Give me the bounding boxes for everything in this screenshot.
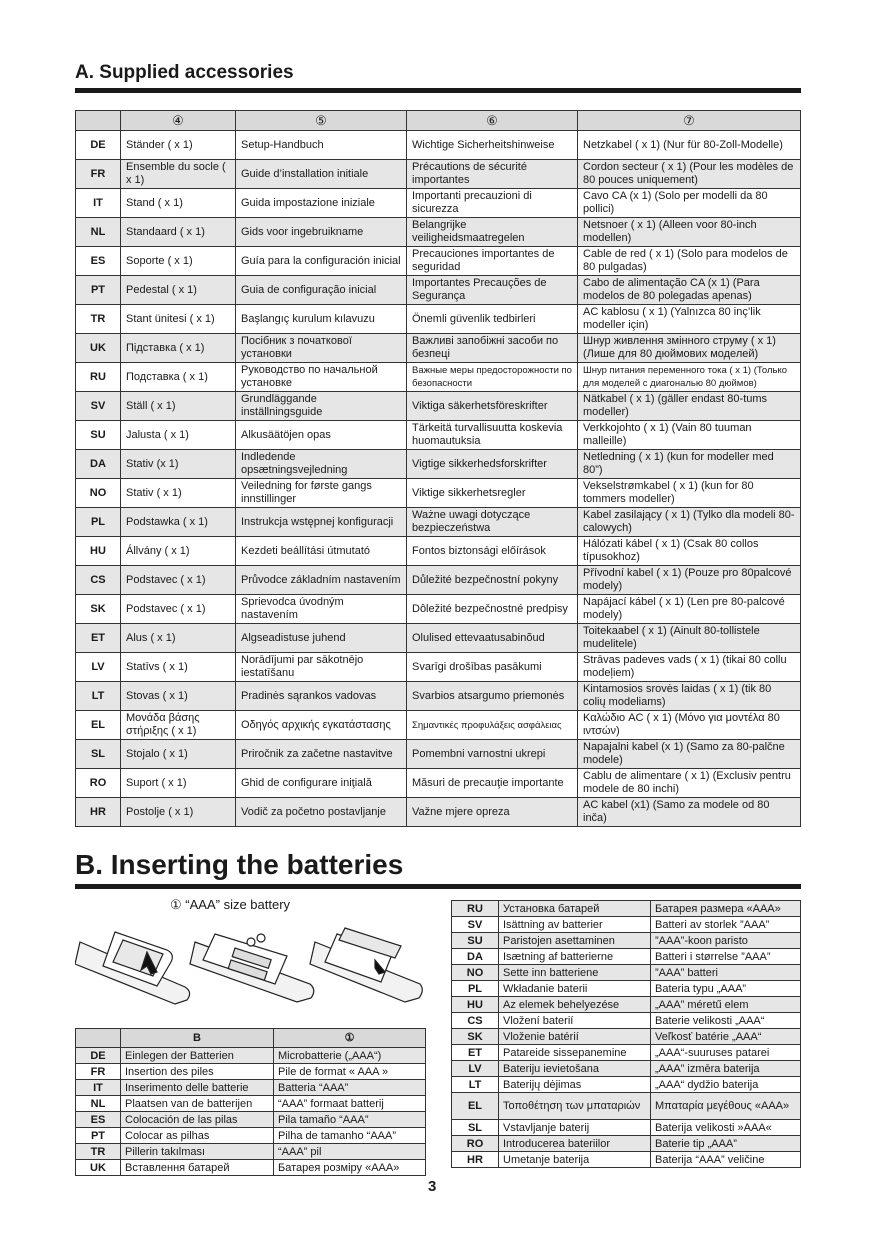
- ac-cord-cell: AC kabel (x1) (Samo za modele od 80 inča): [578, 798, 801, 827]
- batteries-right-body: [452, 901, 801, 1168]
- section-a-title: A. Supplied accessories: [75, 62, 294, 83]
- language-code: NO: [452, 965, 499, 981]
- accessories-row-sv: [76, 392, 801, 421]
- battery-size-cell: Batteri av storlek ”AAA”: [651, 917, 801, 933]
- battery-size-cell: Baterija velikosti »AAA«: [651, 1120, 801, 1136]
- battery-size-cell: Baterie tip „AAA”: [651, 1136, 801, 1152]
- inserting-batteries-cell: Insertion des piles: [121, 1064, 274, 1080]
- inserting-batteries-cell: Colocar as pilhas: [121, 1128, 274, 1144]
- batteries-right-row-lt: [452, 1077, 801, 1093]
- inserting-batteries-cell: Vloženie batérií: [499, 1029, 651, 1045]
- accessories-row-lv: [76, 653, 801, 682]
- batteries-right-row-et: [452, 1045, 801, 1061]
- battery-size-cell: „AAA” izmēra baterija: [651, 1061, 801, 1077]
- ac-cord-cell: Cavo CA (x 1) (Solo per modelli da 80 pollici): [578, 189, 801, 218]
- inserting-batteries-cell: Colocación de las pilas: [121, 1112, 274, 1128]
- language-code: ET: [76, 624, 121, 653]
- accessories-row-es: [76, 247, 801, 276]
- setup-guide-cell: Kezdeti beállítási útmutató: [236, 537, 407, 566]
- setup-guide-cell: Başlangıç kurulum kılavuzu: [236, 305, 407, 334]
- batteries-left-row-fr: [76, 1064, 426, 1080]
- ac-cord-cell: Verkkojohto ( x 1) (Vain 80 tuuman malleille): [578, 421, 801, 450]
- language-code: LT: [76, 682, 121, 711]
- language-code: UK: [76, 334, 121, 363]
- battery-size-cell: Batteria “AAA”: [274, 1080, 426, 1096]
- inserting-batteries-cell: Inserimento delle batterie: [121, 1080, 274, 1096]
- safety-precautions-cell: Pomembni varnostni ukrepi: [407, 740, 578, 769]
- stand-cell: Podstavec ( x 1): [121, 566, 236, 595]
- accessories-row-sk: [76, 595, 801, 624]
- accessories-row-hr: [76, 798, 801, 827]
- batteries-left-row-de: [76, 1048, 426, 1064]
- stand-cell: Підставка ( x 1): [121, 334, 236, 363]
- accessories-row-tr: [76, 305, 801, 334]
- safety-precautions-cell: Svarīgi drošības pasākumi: [407, 653, 578, 682]
- batteries-left-row-es: [76, 1112, 426, 1128]
- accessories-row-de: [76, 131, 801, 160]
- batteries-left-header-1: ①: [274, 1029, 426, 1048]
- battery-size-cell: Батарея размера «AAA»: [651, 901, 801, 917]
- ac-cord-cell: Шнур живлення змінного струму ( x 1) (Лише для 80 дюймових моделей): [578, 334, 801, 363]
- ac-cord-cell: Vekselstrømkabel ( x 1) (kun for 80 tommers modeller): [578, 479, 801, 508]
- accessories-row-no: [76, 479, 801, 508]
- batteries-left-header-b: B: [121, 1029, 274, 1048]
- batteries-right-row-pl: [452, 981, 801, 997]
- batteries-left-header-lang: [76, 1029, 121, 1048]
- language-code: SV: [452, 917, 499, 933]
- accessories-table: [75, 110, 801, 827]
- batteries-left-row-pt: [76, 1128, 426, 1144]
- section-a-rule: [75, 88, 801, 93]
- inserting-batteries-cell: Установка батарей: [499, 901, 651, 917]
- stand-cell: Soporte ( x 1): [121, 247, 236, 276]
- language-code: CS: [452, 1013, 499, 1029]
- language-code: CS: [76, 566, 121, 595]
- accessories-header-lang: [76, 111, 121, 131]
- safety-precautions-cell: Viktiga säkerhetsföreskrifter: [407, 392, 578, 421]
- batteries-left-row-it: [76, 1080, 426, 1096]
- setup-guide-cell: Algseadistuse juhend: [236, 624, 407, 653]
- battery-size-cell: „AAA“-suuruses patarei: [651, 1045, 801, 1061]
- setup-guide-cell: Guide d’installation initiale: [236, 160, 407, 189]
- inserting-batteries-cell: Umetanje baterija: [499, 1152, 651, 1168]
- stand-cell: Ensemble du socle ( x 1): [121, 160, 236, 189]
- language-code: ES: [76, 247, 121, 276]
- language-code: EL: [452, 1093, 499, 1120]
- inserting-batteries-cell: Paristojen asettaminen: [499, 933, 651, 949]
- language-code: LV: [76, 653, 121, 682]
- stand-cell: Jalusta ( x 1): [121, 421, 236, 450]
- stand-cell: Statīvs ( x 1): [121, 653, 236, 682]
- ac-cord-cell: Cable de red ( x 1) (Solo para modelos de 80 pulgadas): [578, 247, 801, 276]
- accessories-row-uk: [76, 334, 801, 363]
- safety-precautions-cell: Важливі запобіжні засоби по безпеці: [407, 334, 578, 363]
- stand-cell: Podstawka ( x 1): [121, 508, 236, 537]
- battery-size-cell: Baterija “AAA” veličine: [651, 1152, 801, 1168]
- language-code: UK: [76, 1160, 121, 1176]
- language-code: NO: [76, 479, 121, 508]
- battery-size-cell: „AAA“ dydžio baterija: [651, 1077, 801, 1093]
- setup-guide-cell: Οδηγός αρχικής εγκατάστασης: [236, 711, 407, 740]
- batteries-left-body: [76, 1048, 426, 1176]
- setup-guide-cell: Instrukcja wstępnej konfiguracji: [236, 508, 407, 537]
- setup-guide-cell: Gids voor ingebruikname: [236, 218, 407, 247]
- safety-precautions-cell: Önemli güvenlik tedbirleri: [407, 305, 578, 334]
- accessories-row-cs: [76, 566, 801, 595]
- safety-precautions-cell: Vigtige sikkerhedsforskrifter: [407, 450, 578, 479]
- battery-size-cell: Μπαταρία μεγέθους «ΑΑΑ»: [651, 1093, 801, 1120]
- language-code: PT: [76, 276, 121, 305]
- language-code: HU: [76, 537, 121, 566]
- battery-size-cell: Pilha de tamanho “AAA”: [274, 1128, 426, 1144]
- safety-precautions-cell: Ważne uwagi dotyczące bezpieczeństwa: [407, 508, 578, 537]
- batteries-right-row-hr: [452, 1152, 801, 1168]
- battery-size-cell: “AAA” formaat batterij: [274, 1096, 426, 1112]
- language-code: FR: [76, 160, 121, 189]
- batteries-right-row-no: [452, 965, 801, 981]
- setup-guide-cell: Посібник з початкової установки: [236, 334, 407, 363]
- stand-cell: Ställ ( x 1): [121, 392, 236, 421]
- battery-size-cell: Batteri i størrelse ”AAA”: [651, 949, 801, 965]
- safety-precautions-cell: Tärkeitä turvallisuutta koskevia huomautuksia: [407, 421, 578, 450]
- language-code: RU: [452, 901, 499, 917]
- stand-cell: Stant ünitesi ( x 1): [121, 305, 236, 334]
- inserting-batteries-cell: Вставлення батарей: [121, 1160, 274, 1176]
- accessories-row-su: [76, 421, 801, 450]
- battery-insertion-illustration: [75, 912, 425, 1012]
- inserting-batteries-cell: Baterijų dėjimas: [499, 1077, 651, 1093]
- language-code: HR: [76, 798, 121, 827]
- safety-precautions-cell: Wichtige Sicherheitshinweise: [407, 131, 578, 160]
- language-code: NL: [76, 1096, 121, 1112]
- inserting-batteries-cell: Patareide sissepanemine: [499, 1045, 651, 1061]
- stand-cell: Suport ( x 1): [121, 769, 236, 798]
- battery-size-cell: “AAA” pil: [274, 1144, 426, 1160]
- inserting-batteries-cell: Isättning av batterier: [499, 917, 651, 933]
- stand-cell: Postolje ( x 1): [121, 798, 236, 827]
- language-code: IT: [76, 189, 121, 218]
- language-code: SU: [452, 933, 499, 949]
- ac-cord-cell: Přívodní kabel ( x 1) (Pouze pro 80palcové modely): [578, 566, 801, 595]
- stand-cell: Μονάδα βάσης στήριξης ( x 1): [121, 711, 236, 740]
- setup-guide-cell: Grundläggande inställningsguide: [236, 392, 407, 421]
- stand-cell: Stojalo ( x 1): [121, 740, 236, 769]
- accessories-header-7: ⑦: [578, 111, 801, 131]
- page-number: 3: [428, 1178, 437, 1195]
- setup-guide-cell: Indledende opsætningsvejledning: [236, 450, 407, 479]
- language-code: DE: [76, 131, 121, 160]
- language-code: PL: [452, 981, 499, 997]
- inserting-batteries-cell: Az elemek behelyezése: [499, 997, 651, 1013]
- language-code: DE: [76, 1048, 121, 1064]
- section-b-title: B. Inserting the batteries: [75, 849, 404, 880]
- batteries-left-row-nl: [76, 1096, 426, 1112]
- stand-cell: Podstavec ( x 1): [121, 595, 236, 624]
- accessories-header-4: ④: [121, 111, 236, 131]
- safety-precautions-cell: Măsuri de precauţie importante: [407, 769, 578, 798]
- inserting-batteries-cell: Bateriju ievietošana: [499, 1061, 651, 1077]
- accessories-row-ro: [76, 769, 801, 798]
- accessories-header-5: ⑤: [236, 111, 407, 131]
- setup-guide-cell: Norādījumi par sākotnējo iestatīšanu: [236, 653, 407, 682]
- setup-guide-cell: Guida impostazione iniziale: [236, 189, 407, 218]
- setup-guide-cell: Vodič za početno postavljanje: [236, 798, 407, 827]
- language-code: LV: [452, 1061, 499, 1077]
- language-code: RO: [76, 769, 121, 798]
- language-code: FR: [76, 1064, 121, 1080]
- safety-precautions-cell: Precauciones importantes de seguridad: [407, 247, 578, 276]
- language-code: IT: [76, 1080, 121, 1096]
- batteries-right-row-cs: [452, 1013, 801, 1029]
- stand-cell: Stovas ( x 1): [121, 682, 236, 711]
- accessories-row-pt: [76, 276, 801, 305]
- accessories-header-6: ⑥: [407, 111, 578, 131]
- accessories-row-lt: [76, 682, 801, 711]
- inserting-batteries-cell: Vstavljanje baterij: [499, 1120, 651, 1136]
- ac-cord-cell: Napájací kábel ( x 1) (Len pre 80-palcové modely): [578, 595, 801, 624]
- ac-cord-cell: Καλώδιο AC ( x 1) (Μόνο για μοντέλα 80 ιντσών): [578, 711, 801, 740]
- inserting-batteries-cell: Einlegen der Batterien: [121, 1048, 274, 1064]
- ac-cord-cell: Toitekaabel ( x 1) (Ainult 80-tollistele mudelitele): [578, 624, 801, 653]
- ac-cord-cell: Kintamosios srovės laidas ( x 1) (tik 80 colių modeliams): [578, 682, 801, 711]
- setup-guide-cell: Setup-Handbuch: [236, 131, 407, 160]
- batteries-right-table: [451, 900, 801, 1168]
- setup-guide-cell: Priročnik za začetne nastavitve: [236, 740, 407, 769]
- battery-size-cell: ”AAA”-koon paristo: [651, 933, 801, 949]
- stand-cell: Подставка ( x 1): [121, 363, 236, 392]
- language-code: RO: [452, 1136, 499, 1152]
- language-code: TR: [76, 305, 121, 334]
- accessories-row-it: [76, 189, 801, 218]
- accessories-header-row: [76, 111, 801, 131]
- ac-cord-cell: Nätkabel ( x 1) (gäller endast 80-tums modeller): [578, 392, 801, 421]
- accessories-row-hu: [76, 537, 801, 566]
- language-code: DA: [452, 949, 499, 965]
- accessories-body: [76, 131, 801, 827]
- setup-guide-cell: Ghid de configurare iniţială: [236, 769, 407, 798]
- setup-guide-cell: Руководство по начальной установке: [236, 363, 407, 392]
- accessories-row-et: [76, 624, 801, 653]
- stand-cell: Stand ( x 1): [121, 189, 236, 218]
- batteries-right-row-lv: [452, 1061, 801, 1077]
- battery-size-cell: Microbatterie („AAA“): [274, 1048, 426, 1064]
- language-code: SK: [452, 1029, 499, 1045]
- safety-precautions-cell: Importantes Precauções de Segurança: [407, 276, 578, 305]
- setup-guide-cell: Pradinės sąrankos vadovas: [236, 682, 407, 711]
- inserting-batteries-cell: Plaatsen van de batterijen: [121, 1096, 274, 1112]
- safety-precautions-cell: Précautions de sécurité importantes: [407, 160, 578, 189]
- battery-size-cell: Pile de format « AAA »: [274, 1064, 426, 1080]
- language-code: ES: [76, 1112, 121, 1128]
- inserting-batteries-cell: Isætning af batterierne: [499, 949, 651, 965]
- accessories-row-fr: [76, 160, 801, 189]
- ac-cord-cell: Cablu de alimentare ( x 1) (Exclusiv pentru modele de 80 inchi): [578, 769, 801, 798]
- ac-cord-cell: Netzkabel ( x 1) (Nur für 80-Zoll-Modelle): [578, 131, 801, 160]
- language-code: ET: [452, 1045, 499, 1061]
- safety-precautions-cell: Важные меры предосторожности по безопасности: [407, 363, 578, 392]
- safety-precautions-cell: Fontos biztonsági előírások: [407, 537, 578, 566]
- battery-size-cell: ”AAA” batteri: [651, 965, 801, 981]
- language-code: SV: [76, 392, 121, 421]
- batteries-right-row-ro: [452, 1136, 801, 1152]
- safety-precautions-cell: Svarbios atsargumo priemonės: [407, 682, 578, 711]
- batteries-right-row-hu: [452, 997, 801, 1013]
- accessories-row-el: [76, 711, 801, 740]
- setup-guide-cell: Veiledning for første gangs innstillinger: [236, 479, 407, 508]
- accessories-row-da: [76, 450, 801, 479]
- battery-size-cell: Батарея розміру «AAA»: [274, 1160, 426, 1176]
- stand-cell: Stativ (x 1): [121, 450, 236, 479]
- inserting-batteries-cell: Sette inn batteriene: [499, 965, 651, 981]
- language-code: PL: [76, 508, 121, 537]
- language-code: RU: [76, 363, 121, 392]
- ac-cord-cell: Strāvas padeves vads ( x 1) (tikai 80 collu modeļiem): [578, 653, 801, 682]
- stand-cell: Alus ( x 1): [121, 624, 236, 653]
- safety-precautions-cell: Dôležité bezpečnostné predpisy: [407, 595, 578, 624]
- language-code: DA: [76, 450, 121, 479]
- safety-precautions-cell: Olulised ettevaatusabinõud: [407, 624, 578, 653]
- language-code: PT: [76, 1128, 121, 1144]
- stand-cell: Pedestal ( x 1): [121, 276, 236, 305]
- battery-label-text: “AAA” size battery: [185, 897, 291, 912]
- language-code: NL: [76, 218, 121, 247]
- setup-guide-cell: Guia de configuração inicial: [236, 276, 407, 305]
- inserting-batteries-cell: Pillerin takılması: [121, 1144, 274, 1160]
- ac-cord-cell: AC kablosu ( x 1) (Yalnızca 80 inç’lik modeller için): [578, 305, 801, 334]
- battery-size-cell: Baterie velikosti „AAA“: [651, 1013, 801, 1029]
- setup-guide-cell: Průvodce základním nastavením: [236, 566, 407, 595]
- safety-precautions-cell: Viktige sikkerhetsregler: [407, 479, 578, 508]
- language-code: SU: [76, 421, 121, 450]
- safety-precautions-cell: Važne mjere opreza: [407, 798, 578, 827]
- battery-size-cell: Veľkosť batérie „AAA“: [651, 1029, 801, 1045]
- battery-marker: ①: [170, 897, 182, 912]
- batteries-right-row-el: [452, 1093, 801, 1120]
- stand-cell: Standaard ( x 1): [121, 218, 236, 247]
- language-code: HU: [452, 997, 499, 1013]
- setup-guide-cell: Sprievodca úvodným nastavením: [236, 595, 407, 624]
- batteries-right-row-ru: [452, 901, 801, 917]
- ac-cord-cell: Cabo de alimentação CA (x 1) (Para modelos de 80 polegadas apenas): [578, 276, 801, 305]
- inserting-batteries-cell: Τοποθέτηση των μπαταριών: [499, 1093, 651, 1120]
- language-code: SL: [76, 740, 121, 769]
- stand-cell: Állvány ( x 1): [121, 537, 236, 566]
- batteries-left-row-tr: [76, 1144, 426, 1160]
- batteries-right-row-su: [452, 933, 801, 949]
- stand-cell: Ständer ( x 1): [121, 131, 236, 160]
- language-code: EL: [76, 711, 121, 740]
- battery-size-cell: „AAA” méretű elem: [651, 997, 801, 1013]
- ac-cord-cell: Cordon secteur ( x 1) (Pour les modèles de 80 pouces uniquement): [578, 160, 801, 189]
- battery-label: [170, 897, 290, 913]
- ac-cord-cell: Netsnoer ( x 1) (Alleen voor 80-inch modellen): [578, 218, 801, 247]
- ac-cord-cell: Hálózati kábel ( x 1) (Csak 80 collos típusokhoz): [578, 537, 801, 566]
- accessories-row-sl: [76, 740, 801, 769]
- ac-cord-cell: Шнур питания переменного тока ( x 1) (Только для моделей с диагональю 80 дюймов): [578, 363, 801, 392]
- inserting-batteries-cell: Vložení baterií: [499, 1013, 651, 1029]
- batteries-right-row-sk: [452, 1029, 801, 1045]
- safety-precautions-cell: Σημαντικές προφυλάξεις ασφάλειας: [407, 711, 578, 740]
- stand-cell: Stativ ( x 1): [121, 479, 236, 508]
- inserting-batteries-cell: Wkładanie baterii: [499, 981, 651, 997]
- battery-size-cell: Pila tamaño “AAA”: [274, 1112, 426, 1128]
- setup-guide-cell: Guía para la configuración inicial: [236, 247, 407, 276]
- setup-guide-cell: Alkusäätöjen opas: [236, 421, 407, 450]
- accessories-row-pl: [76, 508, 801, 537]
- safety-precautions-cell: Důležité bezpečnostní pokyny: [407, 566, 578, 595]
- accessories-row-nl: [76, 218, 801, 247]
- batteries-left-table: [75, 1028, 426, 1176]
- section-b-rule: [75, 884, 801, 889]
- language-code: SL: [452, 1120, 499, 1136]
- batteries-left-row-uk: [76, 1160, 426, 1176]
- language-code: LT: [452, 1077, 499, 1093]
- batteries-right-row-da: [452, 949, 801, 965]
- batteries-right-row-sl: [452, 1120, 801, 1136]
- ac-cord-cell: Netledning ( x 1) (kun for modeller med 80”): [578, 450, 801, 479]
- batteries-left-header-row: [76, 1029, 426, 1048]
- accessories-row-ru: [76, 363, 801, 392]
- batteries-right-row-sv: [452, 917, 801, 933]
- inserting-batteries-cell: Introducerea bateriilor: [499, 1136, 651, 1152]
- ac-cord-cell: Napajalni kabel (x 1) (Samo za 80-palčne modele): [578, 740, 801, 769]
- ac-cord-cell: Kabel zasilający ( x 1) (Tylko dla modeli 80-calowych): [578, 508, 801, 537]
- battery-size-cell: Bateria typu „AAA”: [651, 981, 801, 997]
- language-code: SK: [76, 595, 121, 624]
- language-code: TR: [76, 1144, 121, 1160]
- safety-precautions-cell: Importanti precauzioni di sicurezza: [407, 189, 578, 218]
- language-code: HR: [452, 1152, 499, 1168]
- safety-precautions-cell: Belangrijke veiligheidsmaatregelen: [407, 218, 578, 247]
